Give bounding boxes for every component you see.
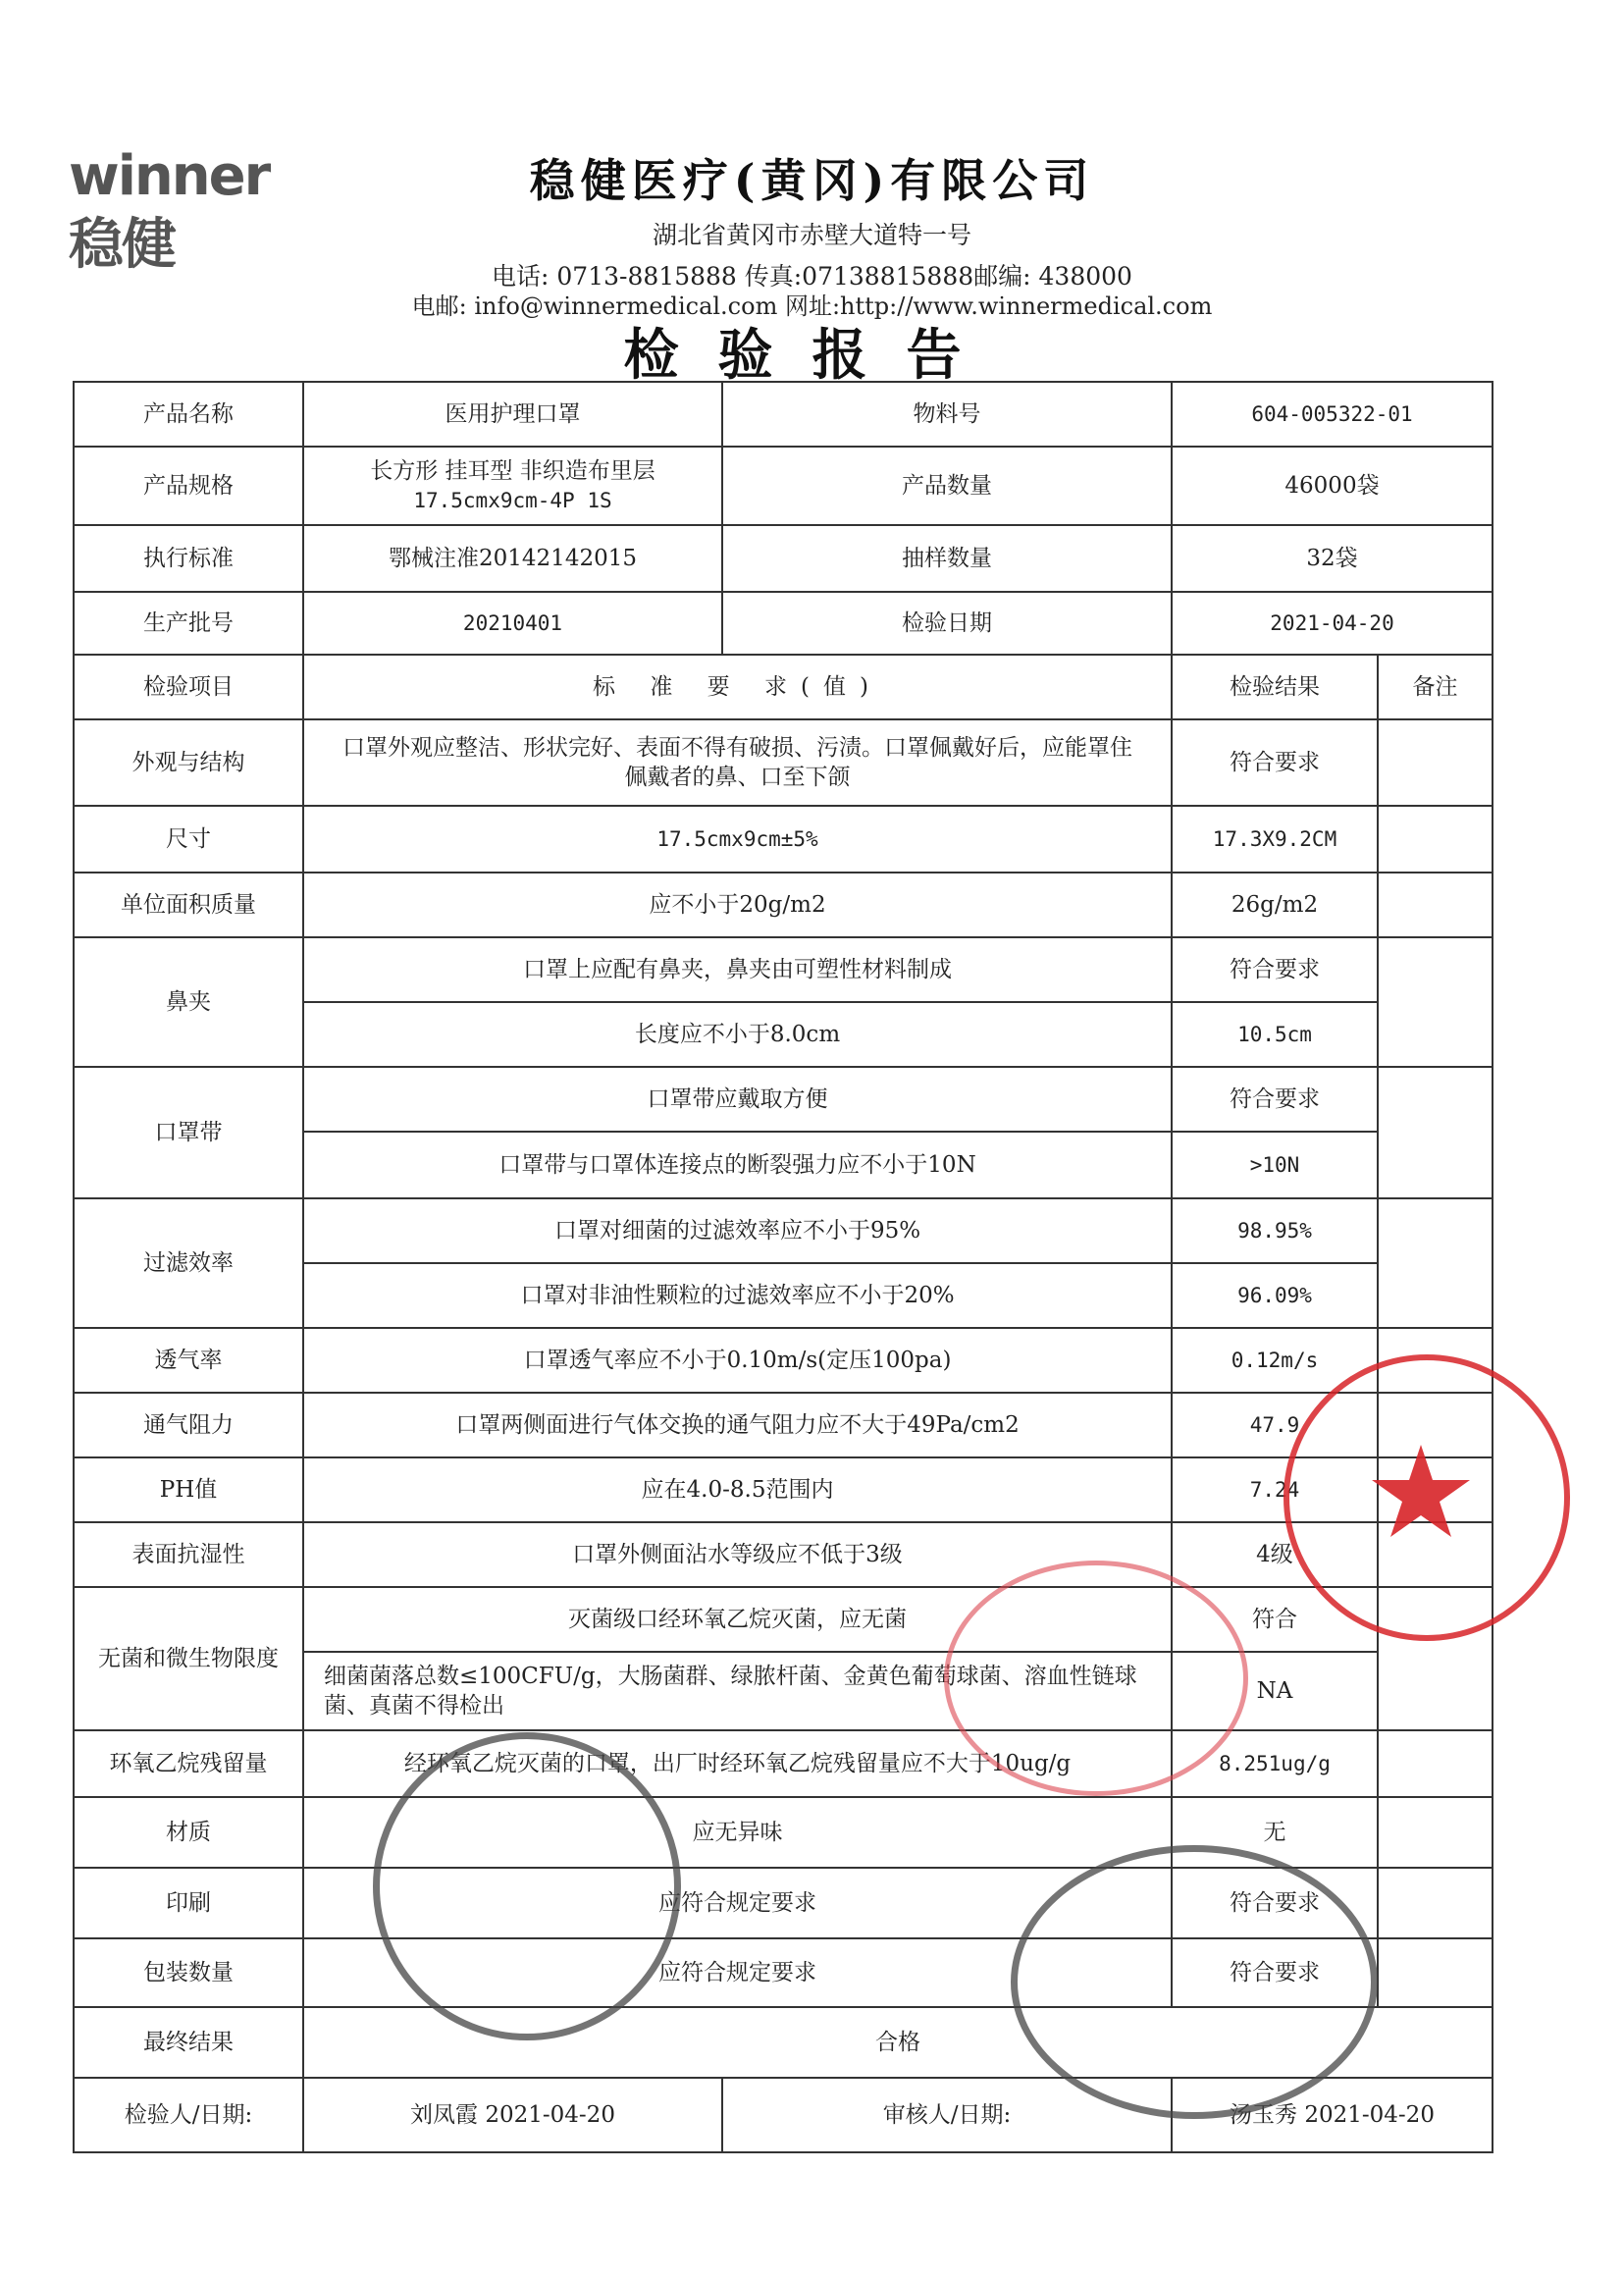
result-nose-clip-2: 10.5cm [1172,1002,1378,1067]
req-eo: 经环氧乙烷灭菌的口罩，出厂时经环氧乙烷残留量应不大于10ug/g [303,1730,1172,1797]
result-mass: 26g/m2 [1172,873,1378,937]
req-size: 17.5cmx9cm±5% [303,806,1172,873]
req-ph: 应在4.0-8.5范围内 [303,1457,1172,1522]
value-qty: 46000袋 [1172,447,1493,525]
item-filter: 过滤效率 [74,1198,303,1328]
item-permeability: 透气率 [74,1328,303,1393]
item-strap: 口罩带 [74,1067,303,1198]
value-product-name: 医用护理口罩 [303,382,722,447]
item-mass: 单位面积质量 [74,873,303,937]
item-resistance: 通气阻力 [74,1393,303,1457]
value-spec [303,447,722,525]
label-reviewer: 审核人/日期: [722,2078,1172,2152]
item-final: 最终结果 [74,2007,303,2078]
value-date: 2021-04-20 [1172,592,1493,655]
remark-size [1378,806,1493,873]
req-permeability: 口罩透气率应不小于0.10m/s(定压100pa) [303,1328,1172,1393]
result-eo: 8.251ug/g [1172,1730,1378,1797]
header-remark: 备注 [1378,655,1493,719]
result-filter-1: 98.95% [1172,1198,1378,1263]
remark-permeability [1378,1328,1493,1393]
item-eo: 环氧乙烷残留量 [74,1730,303,1797]
label-qty: 产品数量 [722,447,1172,525]
req-filter-1: 口罩对细菌的过滤效率应不小于95% [303,1198,1172,1263]
label-date: 检验日期 [722,592,1172,655]
remark-appearance [1378,719,1493,806]
company-logo: winner稳健 [69,144,270,277]
header-item: 检验项目 [74,655,303,719]
item-nose-clip: 鼻夹 [74,937,303,1067]
company-name: 稳健医疗(黄冈)有限公司 [529,154,1095,207]
remark-nose-clip [1378,937,1493,1067]
value-material-no: 604-005322-01 [1172,382,1493,447]
remark-resistance [1378,1393,1493,1457]
item-appearance: 外观与结构 [74,719,303,806]
value-inspector: 刘凤霞 2021-04-20 [303,2078,722,2152]
remark-packing [1378,1938,1493,2007]
remark-filter [1378,1198,1493,1328]
result-appearance: 符合要求 [1172,719,1378,806]
header-requirement: 标 准 要 求(值) [303,655,1172,719]
remark-material [1378,1797,1493,1868]
label-material-no: 物料号 [722,382,1172,447]
req-nose-clip-2: 长度应不小于8.0cm [303,1002,1172,1067]
label-batch: 生产批号 [74,592,303,655]
remark-wetting [1378,1522,1493,1587]
item-material: 材质 [74,1797,303,1868]
spec-line-1: 长方形 挂耳型 非织造布里层 [370,458,655,484]
req-filter-2: 口罩对非油性颗粒的过滤效率应不小于20% [303,1263,1172,1328]
result-size: 17.3X9.2CM [1172,806,1378,873]
req-appearance: 口罩外观应整洁、形状完好、表面不得有破损、污渍。口罩佩戴好后，应能罩住佩戴者的鼻、口至下颌 [303,719,1172,806]
value-batch: 20210401 [303,592,722,655]
item-ph: PH值 [74,1457,303,1522]
result-strap-2: >10N [1172,1132,1378,1198]
req-packing: 应符合规定要求 [303,1938,1172,2007]
remark-printing [1378,1868,1493,1938]
label-spec: 产品规格 [74,447,303,525]
label-standard: 执行标准 [74,525,303,592]
req-resistance: 口罩两侧面进行气体交换的通气阻力应不大于49Pa/cm2 [303,1393,1172,1457]
result-ph: 7.24 [1172,1457,1378,1522]
item-packing: 包装数量 [74,1938,303,2007]
inspection-table [73,381,1493,2153]
remark-mass [1378,873,1493,937]
remark-sterile [1378,1587,1493,1730]
report-title: 检验报告 [623,323,1001,388]
req-material: 应无异味 [303,1797,1172,1868]
value-reviewer: 汤玉秀 2021-04-20 [1172,2078,1493,2152]
result-printing: 符合要求 [1172,1868,1378,1938]
company-address: 湖北省黄冈市赤壁大道特一号 [652,221,971,249]
company-web: 电邮: info@winnermedical.com 网址:http://www.winnermedical.com [411,292,1213,320]
label-product-name: 产品名称 [74,382,303,447]
req-nose-clip-1: 口罩上应配有鼻夹，鼻夹由可塑性材料制成 [303,937,1172,1002]
result-packing: 符合要求 [1172,1938,1378,2007]
header-result: 检验结果 [1172,655,1378,719]
result-nose-clip-1: 符合要求 [1172,937,1378,1002]
result-permeability: 0.12m/s [1172,1328,1378,1393]
value-standard: 鄂械注准20142142015 [303,525,722,592]
remark-strap [1378,1067,1493,1198]
spec-line-2: 17.5cmx9cm-4P 1S [413,489,612,512]
result-wetting: 4级 [1172,1522,1378,1587]
company-contact: 电话: 0713-8815888 传真:07138815888邮编: 438000 [492,262,1132,291]
value-sample: 32袋 [1172,525,1493,592]
item-sterile: 无菌和微生物限度 [74,1587,303,1730]
req-sterile-1: 灭菌级口经环氧乙烷灭菌，应无菌 [303,1587,1172,1652]
req-wetting: 口罩外侧面沾水等级应不低于3级 [303,1522,1172,1587]
result-final: 合格 [303,2007,1493,2078]
result-sterile-2: NA [1172,1652,1378,1730]
label-sample: 抽样数量 [722,525,1172,592]
result-sterile-1: 符合 [1172,1587,1378,1652]
item-wetting: 表面抗湿性 [74,1522,303,1587]
req-printing: 应符合规定要求 [303,1868,1172,1938]
label-inspector: 检验人/日期: [74,2078,303,2152]
result-material: 无 [1172,1797,1378,1868]
result-filter-2: 96.09% [1172,1263,1378,1328]
req-strap-2: 口罩带与口罩体连接点的断裂强力应不小于10N [303,1132,1172,1198]
req-sterile-2: 细菌菌落总数≤100CFU/g，大肠菌群、绿脓杆菌、金黄色葡萄球菌、溶血性链球菌、真菌不得检出 [303,1652,1172,1730]
item-size: 尺寸 [74,806,303,873]
remark-eo [1378,1730,1493,1797]
result-strap-1: 符合要求 [1172,1067,1378,1132]
req-mass: 应不小于20g/m2 [303,873,1172,937]
result-resistance: 47.9 [1172,1393,1378,1457]
req-strap-1: 口罩带应戴取方便 [303,1067,1172,1132]
remark-ph [1378,1457,1493,1522]
item-printing: 印刷 [74,1868,303,1938]
